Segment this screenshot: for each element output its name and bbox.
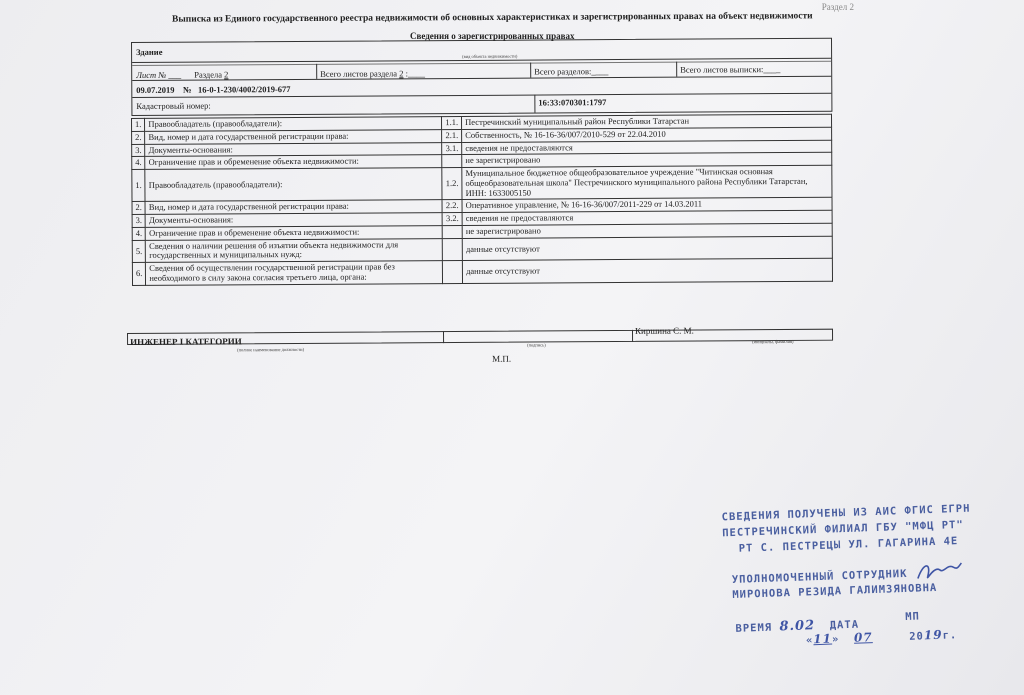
employee-signature-icon [913,557,964,587]
row-subnumber: 3.2. [442,213,462,226]
seal-mark: М.П. [492,353,512,364]
row-number: 1. [132,118,145,131]
stamp-month: 07 [853,630,873,645]
row-value: данные отсутствуют [462,236,832,261]
stamp-line-4: УПОЛНОМОЧЕННЫЙ СОТРУДНИК [731,567,908,587]
row-subnumber: 2.1. [442,129,462,142]
total-sections-group: Всего разделов:____ [534,66,609,77]
section-value: 2 [224,69,229,80]
total-section-group: Всего листов раздела 2 :____ [320,68,425,79]
table-row [132,165,832,202]
row-number: 2. [132,131,145,144]
row-subnumber: 3.1. [442,142,462,155]
row-subnumber [443,238,463,261]
number-label: № [183,84,192,95]
row-number: 6. [132,263,146,286]
cadastral-label: Кадастровый номер: [136,100,211,111]
stamp-year-prefix: 20 [909,630,925,643]
divider [316,64,317,79]
row-value: не зарегистрировано [462,153,832,168]
list-label: Лист № [136,69,167,80]
stamp-date: «11» 07 2019г. [805,627,958,647]
row-value: сведения не предоставляются [462,210,832,225]
signature-block [127,325,833,364]
document-subtitle: Сведения о зарегистрированных правах [410,31,575,41]
position-title: ИНЖЕНЕР I КАТЕГОРИИ [130,336,242,347]
row-value: Оперативное управление, № 16-16-36/007/2011-229 от 14.03.2011 [462,198,832,213]
divider [632,330,633,342]
table-row [132,258,832,285]
position-caption: (полное наименование должности) [237,346,305,353]
stamp-year-suffix: 19 [923,627,943,643]
stamp-line-2: ПЕСТРЕЧИНСКИЙ ФИЛИАЛ ГБУ "МФЦ РТ" [721,518,964,540]
row-number: 3. [132,215,145,228]
row-value: не зарегистрировано [462,223,832,238]
row-label: Ограничение прав и обременение объекта недвижимости: [146,225,443,240]
divider [530,63,531,78]
row-subnumber: 2.2. [442,200,462,213]
row-number: 5. [132,240,146,263]
row-value: сведения не предоставляются [462,140,832,155]
signer-name: Киршина С. М. [634,325,694,336]
stamp-line-1: СВЕДЕНИЯ ПОЛУЧЕНЫ ИЗ АИС ФГИС ЕГРН [721,502,971,524]
list-number-label [136,70,181,80]
row-subnumber [443,225,463,238]
page-marker: Раздел 2 [821,2,854,12]
divider [534,95,535,113]
rights-table [131,114,833,286]
section-label-group [194,69,228,79]
divider [443,331,444,343]
total-section-value: 2 [399,68,404,79]
row-label: Документы-основания: [145,213,442,228]
total-section-label: Всего листов раздела [320,68,398,79]
row-label: Сведения о наличии решения об изъятии объекта недвижимости для государственных и муниципальных нужд: [146,238,443,262]
extract-date-number [136,84,290,95]
time-value: 8.02 [779,618,816,635]
row-label: Документы-основания: [145,142,442,157]
stamp-line-3: РТ С. ПЕСТРЕЦЫ УЛ. ГАГАРИНА 4Е [738,535,959,555]
object-type: Здание [136,46,163,57]
stamp-mp: МП [905,610,921,623]
total-sections-label: Всего разделов: [534,66,592,77]
stamp-year-end: г. [942,629,958,642]
divider [132,76,831,81]
row-label: Сведения об осуществлении государственной регистрации прав без необходимого в силу закона согласия третьего лица, органа: [146,261,443,285]
row-number: 1. [132,169,146,201]
row-number: 3. [132,144,145,157]
row-number: 4. [132,227,145,240]
time-label: ВРЕМЯ [735,621,773,635]
row-subnumber [443,261,463,284]
row-subnumber: 1.1. [442,116,462,129]
row-value: Пестречинский муниципальный район Республики Татарстан [462,114,832,129]
divider [676,62,677,77]
mfc-stamp [719,501,974,665]
extract-date: 09.07.2019 [136,84,175,95]
stamp-line-5: МИРОНОВА РЕЗИДА ГАЛИМЗЯНОВНА [732,581,938,602]
signature-caption: (подпись) [527,342,546,348]
row-number: 2. [132,202,145,215]
cadastral-number: 16:33:070301:1797 [538,97,607,108]
row-value: Собственность, № 16-16-36/007/2010-529 от 22.04.2010 [462,127,832,142]
header-frame [131,38,832,116]
stamp-day: 11 [813,631,833,647]
row-value: Муниципальное бюджетное общеобразовательное учреждение "Читинская основная общеобразовательная школа" Пестречинского муниципального района Республики Татарстан, ИНН: 1633005150 [462,165,832,200]
name-caption: (инициалы, фамилия) [752,338,794,345]
object-type-caption: (вид объекта недвижимости) [462,53,518,59]
extract-number: 16-0-1-230/4002/2019-677 [197,84,291,95]
section-label: Раздела [194,69,223,80]
total-sheets-label: Всего листов выписки: [680,64,764,75]
row-label: Вид, номер и дата государственной регистрации права: [145,200,442,215]
row-label: Ограничение прав и обременение объекта недвижимости: [145,155,442,170]
row-number: 4. [132,157,145,170]
row-label: Правообладатель (правообладатели): [145,117,442,132]
document-title: Выписка из Единого государственного реестра недвижимости об основных характеристиках и зарегистрированных правах на объект недвижимости [171,11,813,25]
row-subnumber: 1.2. [442,168,462,200]
row-label: Правообладатель (правообладатели): [145,168,442,202]
row-subnumber [442,155,462,168]
row-label: Вид, номер и дата государственной регистрации права: [145,129,442,144]
date-label: ДАТА [829,618,860,632]
list-value: ___ [168,69,182,80]
row-value: данные отсутствуют [463,258,833,283]
total-sheets-group: Всего листов выписки:____ [680,64,781,75]
